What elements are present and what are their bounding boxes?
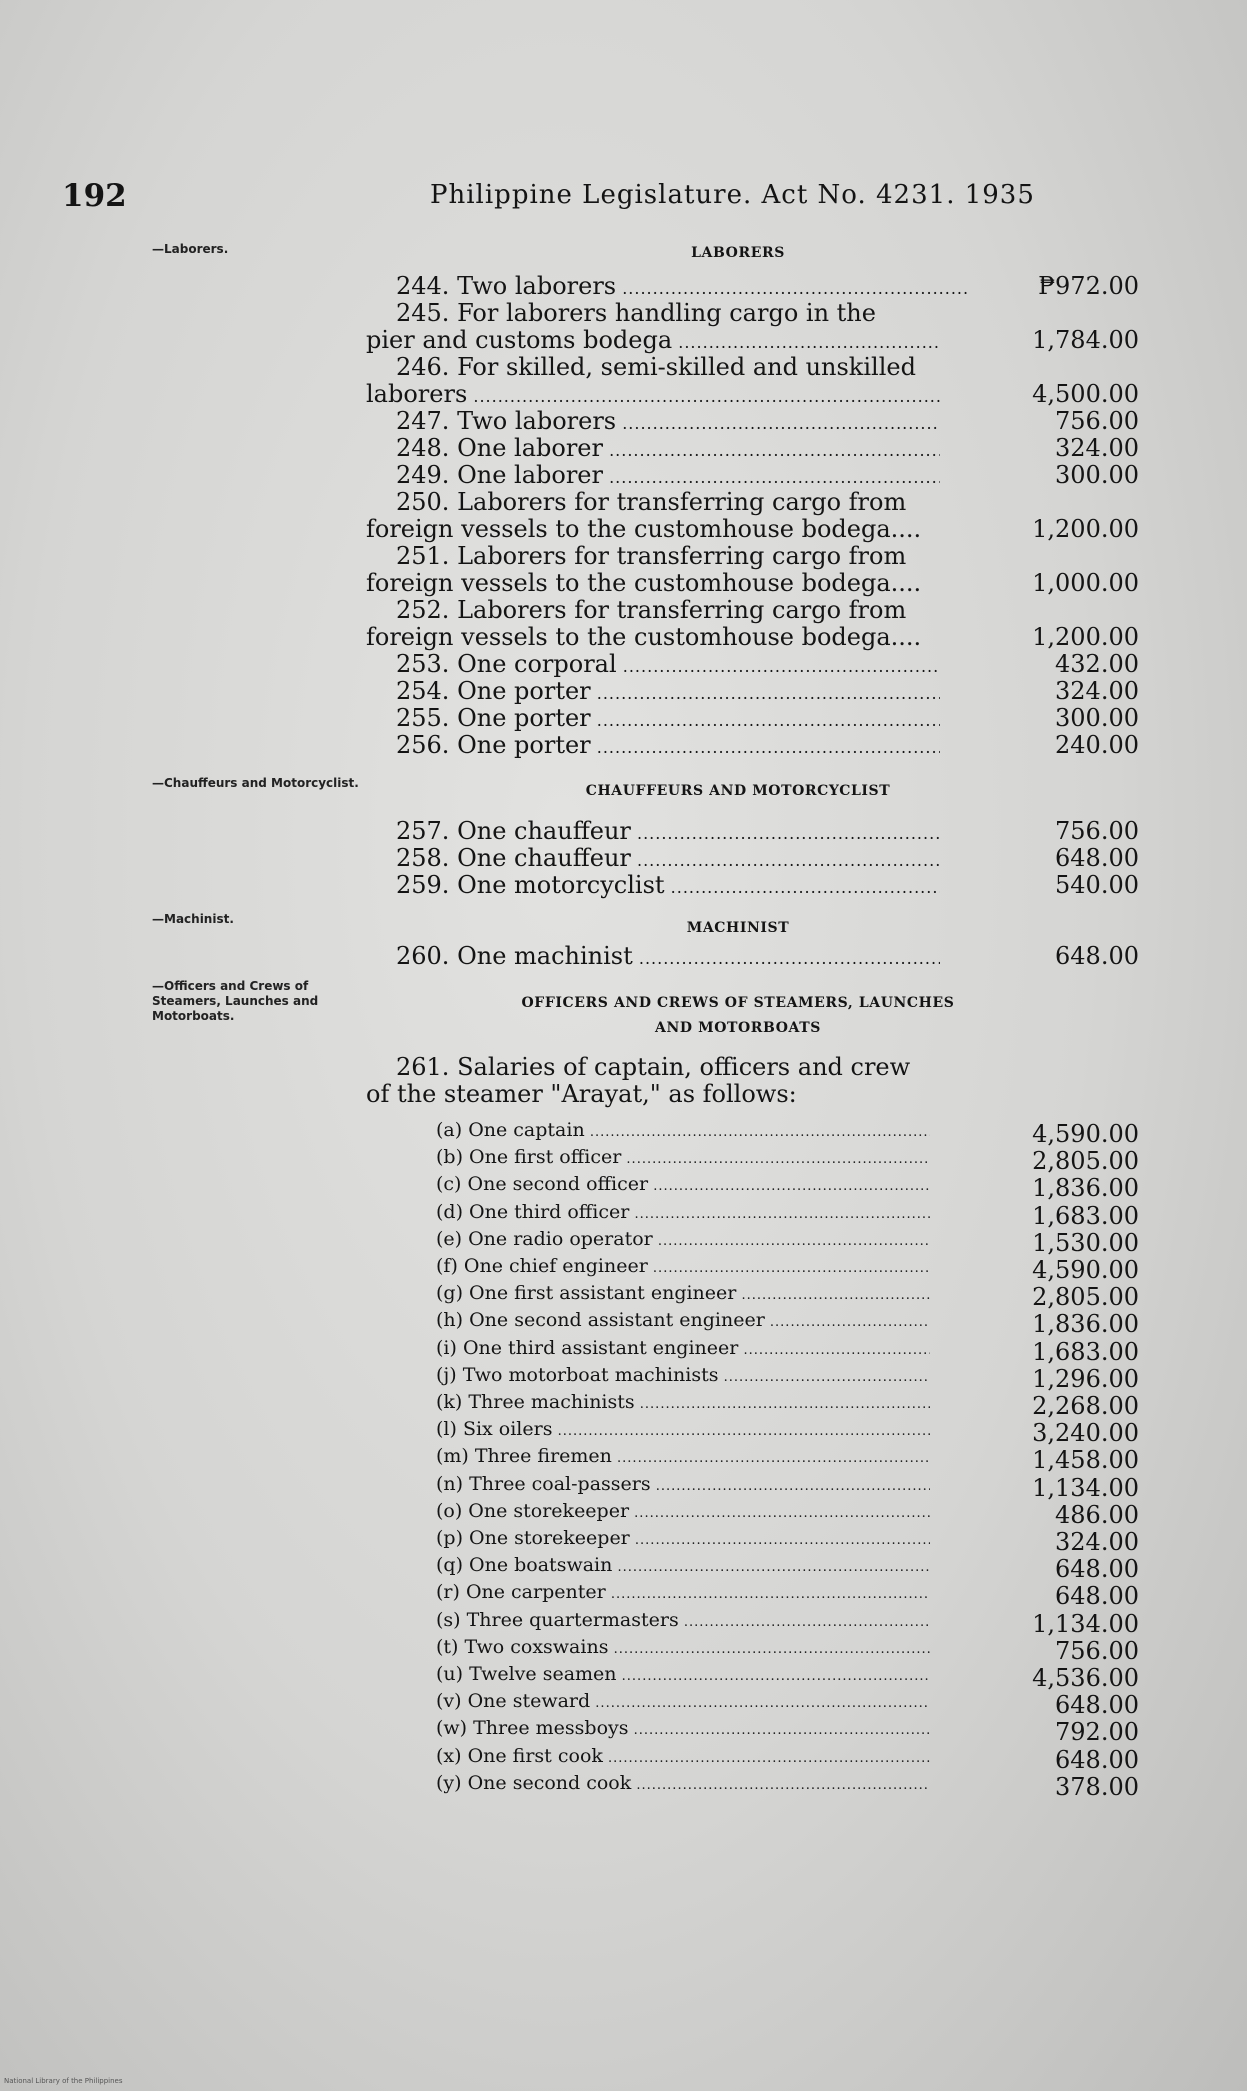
crew-amount: 1,530.00 — [1032, 1229, 1139, 1257]
crew-amount: 1,683.00 — [1032, 1202, 1139, 1230]
item-amount: 240.00 — [1055, 731, 1139, 759]
item-amount: 300.00 — [1055, 461, 1139, 489]
crew-desc: (w) Three messboys ..... — [436, 1715, 930, 1744]
item-desc: 256. One porter ..... — [396, 732, 940, 761]
crew-desc: (q) One boatswain ..... — [436, 1552, 930, 1581]
item-amount: 648.00 — [1055, 844, 1139, 872]
section-heading-officers-line1: OFFICERS AND CREWS OF STEAMERS, LAUNCHES — [521, 995, 955, 1011]
crew-row — [436, 1280, 1139, 1311]
crew-amount: 324.00 — [1055, 1528, 1139, 1556]
crew-row — [436, 1416, 1139, 1447]
crew-amount: 1,458.00 — [1032, 1446, 1139, 1474]
item-desc: 247. Two laborers ..... — [396, 408, 940, 437]
crew-row — [436, 1117, 1139, 1148]
crew-amount: 648.00 — [1055, 1691, 1139, 1719]
crew-desc: (f) One chief engineer ..... — [436, 1253, 930, 1282]
crew-desc: (u) Twelve seamen ..... — [436, 1661, 930, 1690]
item-amount: 648.00 — [1055, 942, 1139, 970]
item-desc: 248. One laborer ..... — [396, 435, 940, 464]
crew-desc: (j) Two motorboat machinists ..... — [436, 1362, 930, 1391]
item-251 — [366, 569, 1139, 597]
crew-amount: 4,590.00 — [1032, 1120, 1139, 1148]
item-245 — [366, 326, 1139, 354]
crew-amount: 1,836.00 — [1032, 1174, 1139, 1202]
section-heading-laborers: LABORERS — [691, 245, 785, 261]
crew-desc: (s) Three quartermasters ..... — [436, 1607, 930, 1636]
item-255 — [366, 704, 1139, 732]
item-259 — [366, 871, 1139, 899]
item-250-line1: 250. Laborers for transferring cargo from — [396, 488, 907, 516]
item-258 — [366, 844, 1139, 872]
item-amount: 324.00 — [1055, 434, 1139, 462]
item-desc: foreign vessels to the customhouse bodega.... — [366, 624, 922, 651]
crew-row — [436, 1362, 1139, 1393]
item-amount: 432.00 — [1055, 650, 1139, 678]
item-252 — [366, 623, 1139, 651]
item-amount: 540.00 — [1055, 871, 1139, 899]
crew-row — [436, 1144, 1139, 1175]
item-desc: 258. One chauffeur ..... — [396, 845, 940, 874]
item-amount: 1,784.00 — [1032, 326, 1139, 354]
crew-desc: (v) One steward ..... — [436, 1688, 930, 1717]
crew-row — [436, 1552, 1139, 1583]
crew-row — [436, 1607, 1139, 1638]
crew-amount: 486.00 — [1055, 1501, 1139, 1529]
crew-amount: 756.00 — [1055, 1637, 1139, 1665]
crew-row — [436, 1171, 1139, 1202]
crew-row — [436, 1389, 1139, 1420]
item-246-line1: 246. For skilled, semi-skilled and unskilled — [396, 353, 916, 381]
crew-desc: (p) One storekeeper ..... — [436, 1525, 930, 1554]
crew-amount: 2,805.00 — [1032, 1283, 1139, 1311]
crew-amount: 3,240.00 — [1032, 1419, 1139, 1447]
item-257 — [366, 817, 1139, 845]
crew-desc: (r) One carpenter ..... — [436, 1579, 930, 1608]
item-261-line2: of the steamer "Arayat," as follows: — [366, 1080, 797, 1108]
item-256 — [366, 731, 1139, 759]
item-amount: 1,200.00 — [1032, 515, 1139, 543]
crew-row — [436, 1471, 1139, 1502]
item-desc: 249. One laborer ..... — [396, 462, 940, 491]
item-amount: 756.00 — [1055, 407, 1139, 435]
item-261-line1: 261. Salaries of captain, officers and crew — [396, 1053, 911, 1081]
item-amount: 1,200.00 — [1032, 623, 1139, 651]
section-heading-chauffeurs: CHAUFFEURS AND MOTORCYCLIST — [585, 783, 891, 799]
margin-note-chauffeurs: —Chauffeurs and Motorcyclist. — [152, 776, 359, 790]
crew-desc: (t) Two coxswains ..... — [436, 1634, 930, 1663]
crew-row — [436, 1579, 1139, 1610]
item-desc: laborers ..... — [366, 381, 940, 410]
crew-amount: 2,268.00 — [1032, 1392, 1139, 1420]
item-252-line1: 252. Laborers for transferring cargo from — [396, 596, 907, 624]
margin-note-laborers: —Laborers. — [152, 242, 229, 256]
crew-desc: (b) One first officer ..... — [436, 1144, 930, 1173]
crew-row — [436, 1688, 1139, 1719]
item-desc: 255. One porter ..... — [396, 705, 940, 734]
item-desc: 253. One corporal ..... — [396, 651, 940, 680]
crew-desc: (g) One first assistant engineer ..... — [436, 1280, 930, 1309]
crew-amount: 792.00 — [1055, 1718, 1139, 1746]
item-amount: 324.00 — [1055, 677, 1139, 705]
crew-amount: 378.00 — [1055, 1773, 1139, 1801]
item-amount: 1,000.00 — [1032, 569, 1139, 597]
crew-row — [436, 1253, 1139, 1284]
crew-row — [436, 1715, 1139, 1746]
crew-row — [436, 1661, 1139, 1692]
item-249 — [366, 461, 1139, 489]
crew-row — [436, 1307, 1139, 1338]
crew-row — [436, 1335, 1139, 1366]
item-desc: pier and customs bodega ..... — [366, 327, 940, 356]
crew-desc: (x) One first cook ..... — [436, 1743, 930, 1772]
crew-amount: 1,134.00 — [1032, 1474, 1139, 1502]
crew-amount: 4,590.00 — [1032, 1256, 1139, 1284]
crew-desc: (n) Three coal-passers ..... — [436, 1471, 930, 1500]
item-desc: 260. One machinist ..... — [396, 943, 940, 972]
section-heading-officers-line2: AND MOTORBOATS — [655, 1020, 821, 1036]
crew-amount: 1,296.00 — [1032, 1365, 1139, 1393]
item-amount: ₱972.00 — [1038, 272, 1139, 300]
item-245-line1: 245. For laborers handling cargo in the — [396, 299, 876, 327]
crew-amount: 648.00 — [1055, 1555, 1139, 1583]
crew-amount: 2,805.00 — [1032, 1147, 1139, 1175]
crew-amount: 1,134.00 — [1032, 1610, 1139, 1638]
crew-desc: (d) One third officer ..... — [436, 1199, 930, 1228]
item-desc: foreign vessels to the customhouse bodega.... — [366, 516, 922, 543]
item-260 — [366, 942, 1139, 970]
crew-desc: (i) One third assistant engineer ..... — [436, 1335, 930, 1364]
item-amount: 300.00 — [1055, 704, 1139, 732]
crew-amount: 1,683.00 — [1032, 1338, 1139, 1366]
margin-note-officers: —Officers and Crews of Steamers, Launches and Motorboats. — [152, 979, 319, 1023]
crew-desc: (e) One radio operator ..... — [436, 1226, 930, 1255]
item-248 — [366, 434, 1139, 462]
running-header: Philippine Legislature. Act No. 4231. 1935 — [430, 180, 1035, 210]
crew-amount: 4,536.00 — [1032, 1664, 1139, 1692]
crew-desc: (c) One second officer ..... — [436, 1171, 930, 1200]
item-254 — [366, 677, 1139, 705]
item-amount: 4,500.00 — [1032, 380, 1139, 408]
item-247 — [366, 407, 1139, 435]
item-244 — [366, 272, 1139, 300]
item-250 — [366, 515, 1139, 543]
item-246 — [366, 380, 1139, 408]
item-251-line1: 251. Laborers for transferring cargo from — [396, 542, 907, 570]
item-amount: 756.00 — [1055, 817, 1139, 845]
page-number: 192 — [62, 178, 127, 214]
item-desc: 259. One motorcyclist ..... — [396, 872, 940, 901]
crew-desc: (k) Three machinists ..... — [436, 1389, 930, 1418]
crew-row — [436, 1525, 1139, 1556]
crew-row — [436, 1743, 1139, 1774]
item-253 — [366, 650, 1139, 678]
item-desc: foreign vessels to the customhouse bodega.... — [366, 570, 922, 597]
crew-row — [436, 1770, 1139, 1801]
crew-amount: 648.00 — [1055, 1746, 1139, 1774]
section-heading-machinist: MACHINIST — [686, 920, 790, 936]
footer-credit: National Library of the Philippines — [4, 2077, 123, 2085]
crew-row — [436, 1199, 1139, 1230]
item-desc: 254. One porter ..... — [396, 678, 940, 707]
crew-row — [436, 1634, 1139, 1665]
crew-desc: (m) Three firemen ..... — [436, 1443, 930, 1472]
item-desc: 257. One chauffeur ..... — [396, 818, 940, 847]
margin-note-machinist: —Machinist. — [152, 912, 234, 926]
crew-amount: 1,836.00 — [1032, 1310, 1139, 1338]
crew-desc: (h) One second assistant engineer ..... — [436, 1307, 930, 1336]
crew-row — [436, 1498, 1139, 1529]
crew-row — [436, 1226, 1139, 1257]
crew-desc: (o) One storekeeper ..... — [436, 1498, 930, 1527]
crew-desc: (y) One second cook ..... — [436, 1770, 930, 1799]
crew-row — [436, 1443, 1139, 1474]
crew-desc: (a) One captain ..... — [436, 1117, 930, 1146]
crew-amount: 648.00 — [1055, 1582, 1139, 1610]
item-desc: 244. Two laborers ..... — [396, 273, 970, 302]
crew-desc: (l) Six oilers ..... — [436, 1416, 930, 1445]
